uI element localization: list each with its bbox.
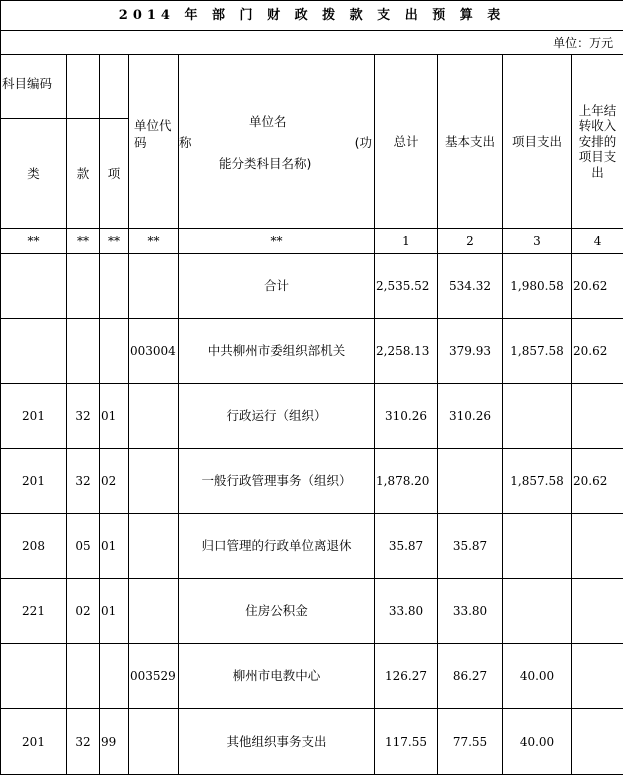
table-row (1, 449, 623, 514)
index-cell: 3 (503, 229, 572, 254)
code-cell (129, 709, 179, 775)
lei-cell: 201 (1, 449, 67, 514)
code-cell (129, 384, 179, 449)
kuan-cell (67, 254, 100, 319)
basic-cell: 77.55 (438, 709, 503, 775)
kuan-cell: 32 (67, 384, 100, 449)
table-title: 2014 年 部 门 财 政 拨 款 支 出 预 算 表 (1, 1, 623, 31)
index-cell: ** (1, 229, 67, 254)
table-row (1, 514, 623, 579)
index-cell: ** (129, 229, 179, 254)
xiang-cell (100, 254, 129, 319)
project-cell: 1,980.58 (503, 254, 572, 319)
lei-cell: 201 (1, 709, 67, 775)
total-cell: 33.80 (375, 579, 438, 644)
table-row (1, 319, 623, 384)
carry-cell (572, 579, 623, 644)
carry-cell: 20.62 (572, 319, 623, 384)
index-cell: ** (100, 229, 129, 254)
lei-cell (1, 644, 67, 709)
index-cell: 1 (375, 229, 438, 254)
code-cell (129, 449, 179, 514)
basic-cell: 310.26 (438, 384, 503, 449)
name-cell: 柳州市电教中心 (179, 644, 375, 709)
kuan-cell: 32 (67, 449, 100, 514)
table-row (1, 384, 623, 449)
index-cell: 2 (438, 229, 503, 254)
basic-cell: 379.93 (438, 319, 503, 384)
header-total: 总计 (375, 55, 438, 229)
name-cell: 中共柳州市委组织部机关 (179, 319, 375, 384)
basic-cell: 33.80 (438, 579, 503, 644)
carry-cell: 20.62 (572, 449, 623, 514)
project-cell: 40.00 (503, 709, 572, 775)
header-project: 项目支出 (503, 55, 572, 229)
project-cell: 40.00 (503, 644, 572, 709)
project-cell: 1,857.58 (503, 449, 572, 514)
lei-cell (1, 254, 67, 319)
total-cell: 1,878.20 (375, 449, 438, 514)
total-cell: 2,258.13 (375, 319, 438, 384)
xiang-cell (100, 319, 129, 384)
carry-cell (572, 644, 623, 709)
header-unit-name-a: 单位名 (249, 115, 287, 129)
header-basic: 基本支出 (438, 55, 503, 229)
header-lei: 类 (1, 119, 67, 229)
name-cell: 一般行政管理事务（组织） (179, 449, 375, 514)
project-cell: 1,857.58 (503, 319, 572, 384)
code-cell: 003529 (129, 644, 179, 709)
total-cell: 117.55 (375, 709, 438, 775)
header-carryover: 上年结转收入安排的项目支出 (572, 55, 623, 229)
xiang-cell: 01 (100, 514, 129, 579)
total-cell: 126.27 (375, 644, 438, 709)
header-unit-name-c: (功 (355, 136, 372, 150)
project-cell (503, 579, 572, 644)
code-cell (129, 254, 179, 319)
xiang-cell: 02 (100, 449, 129, 514)
xiang-cell (100, 644, 129, 709)
lei-cell (1, 319, 67, 384)
kuan-cell: 02 (67, 579, 100, 644)
total-cell: 2,535.52 (375, 254, 438, 319)
total-cell: 310.26 (375, 384, 438, 449)
lei-cell: 221 (1, 579, 67, 644)
header-xiang: 项 (100, 119, 129, 229)
table-row (1, 579, 623, 644)
unit-label: 单位：万元 (1, 31, 623, 55)
index-cell: 4 (572, 229, 623, 254)
total-cell: 35.87 (375, 514, 438, 579)
project-cell (503, 384, 572, 449)
carry-cell: 20.62 (572, 254, 623, 319)
lei-cell: 208 (1, 514, 67, 579)
table-row (1, 709, 623, 775)
header-subject-code: 科目编码 (1, 55, 67, 119)
name-cell: 其他组织事务支出 (179, 709, 375, 775)
header-unit-name-b: 称 (179, 136, 192, 150)
index-cell: ** (179, 229, 375, 254)
carry-cell (572, 384, 623, 449)
name-cell: 归口管理的行政单位离退休 (179, 514, 375, 579)
xiang-cell: 01 (100, 579, 129, 644)
lei-cell: 201 (1, 384, 67, 449)
xiang-cell: 01 (100, 384, 129, 449)
kuan-cell: 05 (67, 514, 100, 579)
kuan-cell (67, 319, 100, 384)
project-cell (503, 514, 572, 579)
code-cell: 003004 (129, 319, 179, 384)
header-blank-kuan (67, 55, 100, 119)
basic-cell: 534.32 (438, 254, 503, 319)
xiang-cell: 99 (100, 709, 129, 775)
index-cell: ** (67, 229, 100, 254)
basic-cell: 86.27 (438, 644, 503, 709)
kuan-cell (67, 644, 100, 709)
table-row (1, 254, 623, 319)
header-blank-xiang (100, 55, 129, 119)
kuan-cell: 32 (67, 709, 100, 775)
name-cell: 住房公积金 (179, 579, 375, 644)
basic-cell: 35.87 (438, 514, 503, 579)
carry-cell (572, 514, 623, 579)
carry-cell (572, 709, 623, 775)
name-cell: 行政运行（组织） (179, 384, 375, 449)
basic-cell (438, 449, 503, 514)
table-row (1, 644, 623, 709)
header-unit-name (179, 55, 375, 229)
header-unit-name-d: 能分类科目名称) (219, 157, 311, 171)
code-cell (129, 514, 179, 579)
index-row (1, 229, 623, 254)
name-cell: 合计 (179, 254, 375, 319)
code-cell (129, 579, 179, 644)
header-unit-code: 单位代码 (129, 55, 179, 229)
header-kuan: 款 (67, 119, 100, 229)
